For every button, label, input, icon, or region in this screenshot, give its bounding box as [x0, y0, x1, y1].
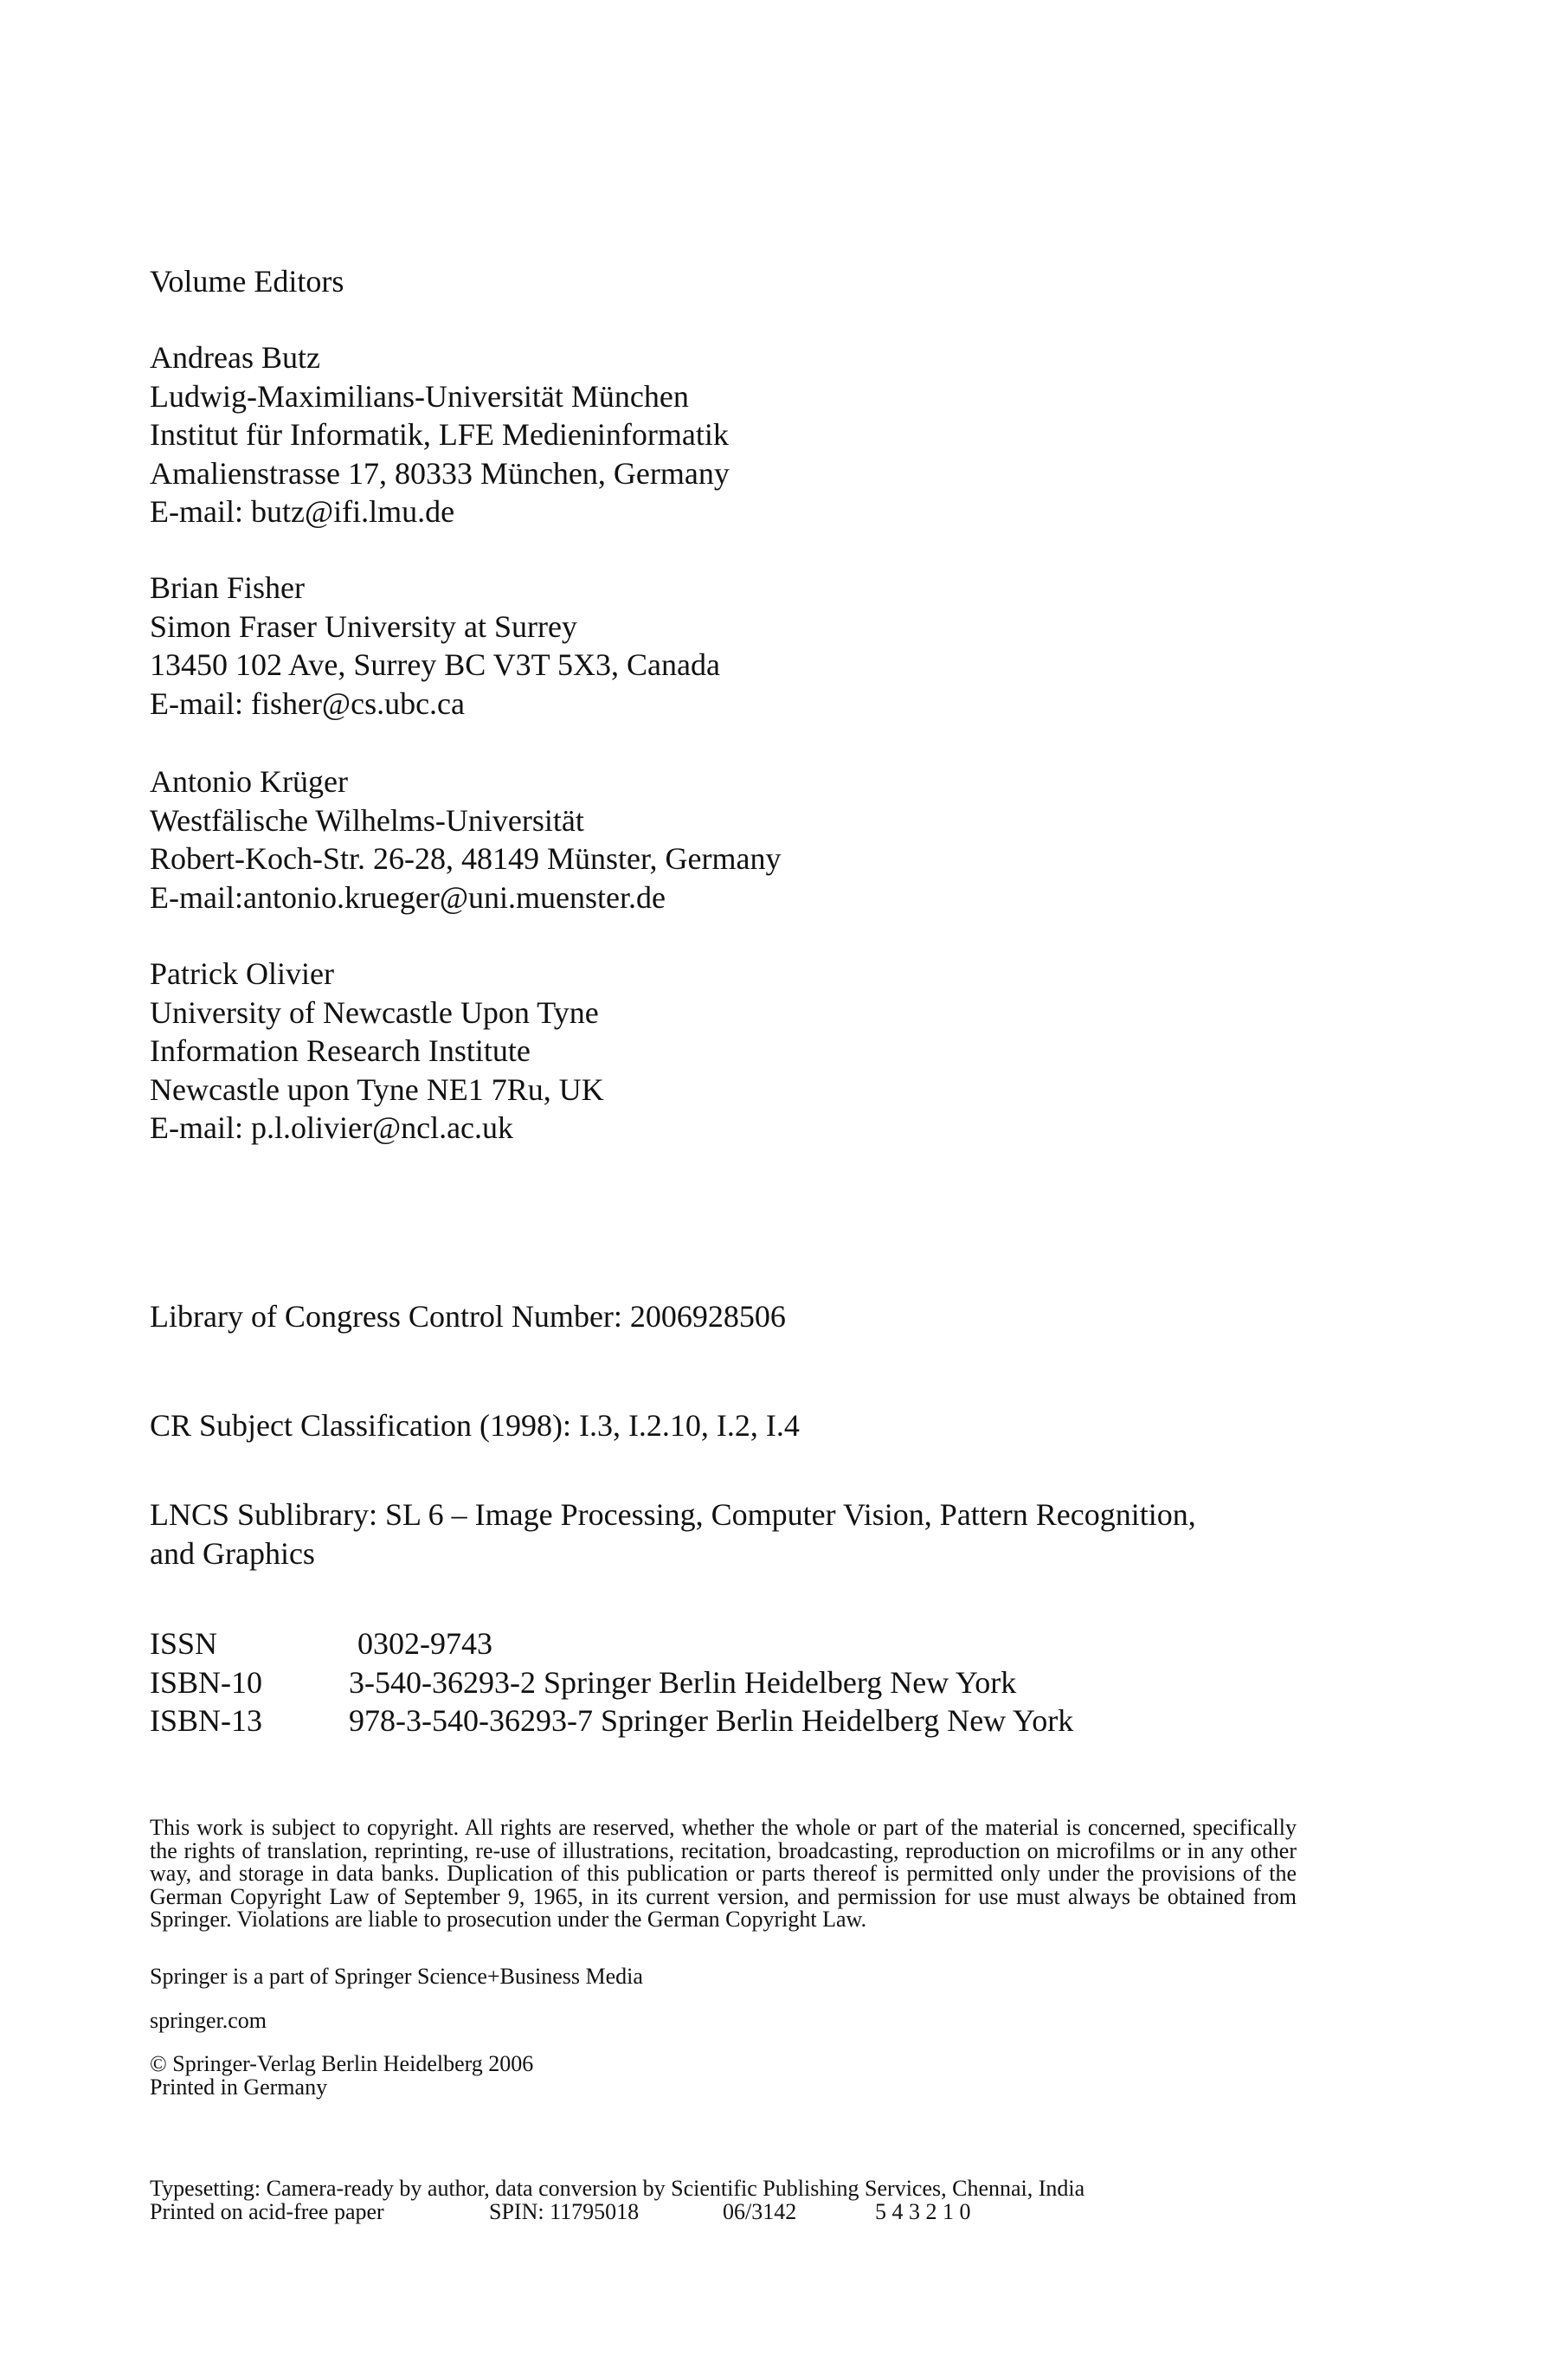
editor-butz: [150, 338, 730, 531]
isbn13-label: ISBN-13: [150, 1703, 263, 1739]
editor-email: E-mail: fisher@cs.ubc.ca: [150, 685, 466, 721]
editor-affiliation: Ludwig-Maximilians-Universität München: [150, 378, 689, 414]
editor-name: Patrick Olivier: [150, 956, 334, 991]
issn-row: [150, 1624, 1297, 1663]
copyright-notice: This work is subject to copyright. All rights are reserved, whether the whole or part of the material is concerned, specifically the rights of translation, reprinting, re-use of illustrations, recitation, broadcasting, reproduction on microfilms or in any other way, and storage in data banks. Duplication of this publication or parts thereof is permitted only under the provisions of the German Copyright Law of September 9, 1965, in its current version, and permission for use must always be obtained from Springer. Violations are liable to prosecution under the German Copyright Law.: [150, 1815, 1297, 1933]
paper-info: Printed on acid-free paper: [150, 2198, 384, 2224]
isbn10-row: [150, 1663, 1297, 1702]
isbn13-value: 978-3-540-36293-7 Springer Berlin Heidelberg New York: [349, 1703, 1074, 1739]
print-code: 06/3142: [723, 2198, 797, 2224]
spin-number: SPIN: 11795018: [489, 2198, 640, 2224]
editor-name: Antonio Krüger: [150, 764, 348, 799]
editor-name: Brian Fisher: [150, 570, 305, 605]
volume-editors-heading: Volume Editors: [150, 264, 344, 299]
editor-email: E-mail:antonio.krueger@uni.muenster.de: [150, 879, 666, 915]
colophon: [150, 2177, 1297, 2223]
print-info-row: [150, 2198, 1297, 2224]
issn-label: ISSN: [150, 1626, 218, 1661]
website-link[interactable]: springer.com: [150, 2008, 267, 2033]
editor-name: Andreas Butz: [150, 340, 320, 375]
cr-classification: CR Subject Classification (1998): I.3, I.2.10, I.2, I.4: [150, 1408, 800, 1443]
copyright-line: © Springer-Verlag Berlin Heidelberg 2006: [150, 2051, 534, 2076]
lncs-line: and Graphics: [150, 1535, 315, 1571]
print-run: 5 4 3 2 1 0: [875, 2198, 971, 2224]
editor-email: E-mail: p.l.olivier@ncl.ac.uk: [150, 1110, 514, 1146]
editor-affiliation: Westfälische Wilhelms-Universität: [150, 802, 584, 838]
editor-address: 13450 102 Ave, Surrey BC V3T 5X3, Canada: [150, 647, 720, 683]
lncs-line: LNCS Sublibrary: SL 6 – Image Processing, Computer Vision, Pattern Recognition,: [150, 1497, 1196, 1532]
springer-part: Springer is a part of Springer Science+Business Media: [150, 1964, 643, 1989]
loc-control-number: Library of Congress Control Number: 2006928506: [150, 1299, 786, 1334]
isbn10-value: 3-540-36293-2 Springer Berlin Heidelberg New York: [349, 1664, 1017, 1700]
editor-department: Institut für Informatik, LFE Medieninformatik: [150, 417, 729, 453]
issn-value: 0302-9743: [357, 1626, 492, 1661]
copyright-block: [150, 2053, 1297, 2099]
isbn13-row: [150, 1701, 1297, 1740]
editor-address: Amalienstrasse 17, 80333 München, Germany: [150, 455, 730, 491]
editor-address: Robert-Koch-Str. 26-28, 48149 Münster, Germany: [150, 841, 782, 877]
lncs-sublibrary: [150, 1496, 1196, 1573]
printed-in: Printed in Germany: [150, 2074, 328, 2100]
editor-address: Newcastle upon Tyne NE1 7Ru, UK: [150, 1071, 604, 1107]
identifiers: [150, 1624, 1297, 1740]
editor-olivier: [150, 955, 604, 1148]
editor-fisher: [150, 569, 720, 723]
editor-email: E-mail: butz@ifi.lmu.de: [150, 494, 455, 530]
editor-department: Information Research Institute: [150, 1033, 531, 1069]
editor-affiliation: University of Newcastle Upon Tyne: [150, 994, 599, 1030]
editor-affiliation: Simon Fraser University at Surrey: [150, 608, 577, 644]
typesetting: Typesetting: Camera-ready by author, data conversion by Scientific Publishing Services, Chennai, India: [150, 2176, 1085, 2201]
editor-krueger: [150, 762, 781, 917]
isbn10-label: ISBN-10: [150, 1664, 263, 1700]
